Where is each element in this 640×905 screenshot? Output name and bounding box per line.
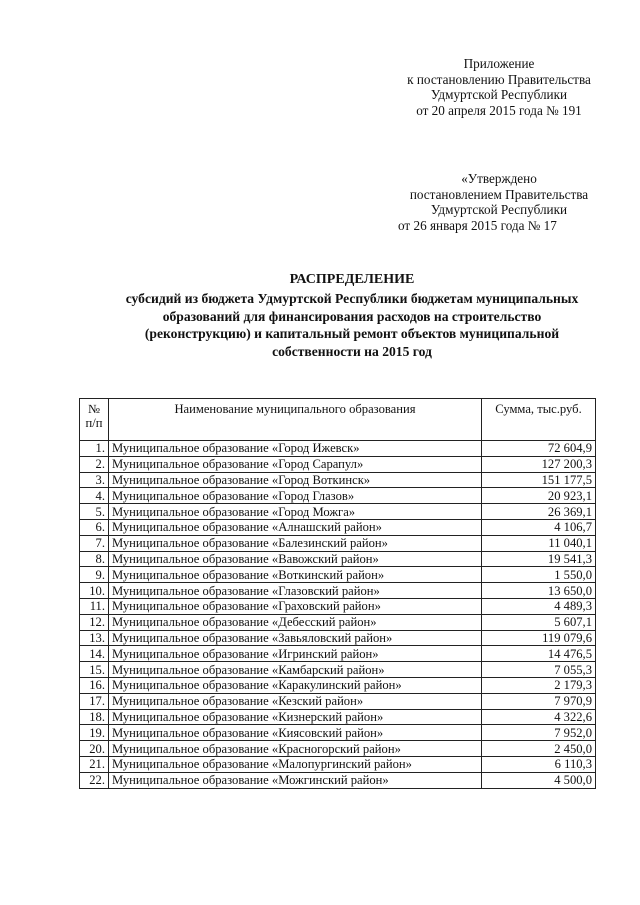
title-line: собственности на 2015 год bbox=[272, 344, 432, 360]
row-number: 1. bbox=[80, 441, 109, 457]
table-row bbox=[80, 456, 596, 472]
row-municipality: Муниципальное образование «Завьяловский район» bbox=[109, 630, 482, 646]
row-amount: 7 055,3 bbox=[482, 662, 596, 678]
table-row bbox=[80, 472, 596, 488]
approved-line: Удмуртской Республики bbox=[430, 202, 568, 218]
row-number: 15. bbox=[80, 662, 109, 678]
row-municipality: Муниципальное образование «Игринский район» bbox=[109, 646, 482, 662]
row-number: 12. bbox=[80, 614, 109, 630]
row-municipality: Муниципальное образование «Можгинский район» bbox=[109, 772, 482, 788]
row-municipality: Муниципальное образование «Малопургинский район» bbox=[109, 756, 482, 772]
row-number: 7. bbox=[80, 535, 109, 551]
row-amount: 119 079,6 bbox=[482, 630, 596, 646]
row-municipality: Муниципальное образование «Глазовский район» bbox=[109, 583, 482, 599]
header-num-line1: № bbox=[87, 402, 101, 416]
row-amount: 26 369,1 bbox=[482, 504, 596, 520]
header-num bbox=[80, 399, 109, 441]
row-number: 18. bbox=[80, 709, 109, 725]
row-amount: 19 541,3 bbox=[482, 551, 596, 567]
row-number: 14. bbox=[80, 646, 109, 662]
table-row bbox=[80, 567, 596, 583]
row-municipality: Муниципальное образование «Дебесский район» bbox=[109, 614, 482, 630]
row-amount: 2 450,0 bbox=[482, 741, 596, 757]
row-number: 3. bbox=[80, 472, 109, 488]
row-amount: 14 476,5 bbox=[482, 646, 596, 662]
row-number: 13. bbox=[80, 630, 109, 646]
appendix-line: к постановлению Правительства bbox=[407, 71, 591, 87]
table-row bbox=[80, 772, 596, 788]
table-row bbox=[80, 598, 596, 614]
table-row bbox=[80, 504, 596, 520]
row-number: 19. bbox=[80, 725, 109, 741]
header-sum: Сумма, тыс.руб. bbox=[482, 399, 596, 441]
row-number: 6. bbox=[80, 519, 109, 535]
table-row bbox=[80, 646, 596, 662]
row-amount: 7 970,9 bbox=[482, 693, 596, 709]
header-name: Наименование муниципального образования bbox=[109, 399, 482, 441]
row-amount: 11 040,1 bbox=[482, 535, 596, 551]
title-heading: РАСПРЕДЕЛЕНИЕ bbox=[289, 272, 415, 287]
row-number: 9. bbox=[80, 567, 109, 583]
row-amount: 13 650,0 bbox=[482, 583, 596, 599]
table-row bbox=[80, 614, 596, 630]
table-row bbox=[80, 756, 596, 772]
approved-line: «Утверждено bbox=[461, 171, 537, 186]
row-municipality: Муниципальное образование «Алнашский район» bbox=[109, 519, 482, 535]
table-body bbox=[80, 441, 596, 789]
row-amount: 2 179,3 bbox=[482, 677, 596, 693]
appendix-line: Удмуртской Республики bbox=[430, 87, 568, 103]
row-municipality: Муниципальное образование «Город Сарапул» bbox=[109, 456, 482, 472]
row-number: 17. bbox=[80, 693, 109, 709]
table-row bbox=[80, 535, 596, 551]
table-row bbox=[80, 741, 596, 757]
row-municipality: Муниципальное образование «Кизнерский район» bbox=[109, 709, 482, 725]
appendix-line: Приложение bbox=[463, 56, 535, 71]
approved-line: постановлением Правительства bbox=[409, 186, 589, 202]
row-amount: 20 923,1 bbox=[482, 488, 596, 504]
row-municipality: Муниципальное образование «Город Глазов» bbox=[109, 488, 482, 504]
row-number: 16. bbox=[80, 677, 109, 693]
row-amount: 7 952,0 bbox=[482, 725, 596, 741]
document-title bbox=[92, 271, 612, 361]
approved-line: от 26 января 2015 года № 17 bbox=[398, 217, 557, 233]
title-line: (реконструкцию) и капитальный ремонт объектов муниципальной bbox=[144, 326, 560, 342]
header-num-line2: п/п bbox=[85, 416, 103, 430]
row-municipality: Муниципальное образование «Кезский район» bbox=[109, 693, 482, 709]
row-amount: 1 550,0 bbox=[482, 567, 596, 583]
row-municipality: Муниципальное образование «Киясовский район» bbox=[109, 725, 482, 741]
row-amount: 4 106,7 bbox=[482, 519, 596, 535]
row-municipality: Муниципальное образование «Каракулинский район» bbox=[109, 677, 482, 693]
row-amount: 72 604,9 bbox=[482, 441, 596, 457]
row-number: 8. bbox=[80, 551, 109, 567]
table-row bbox=[80, 677, 596, 693]
approved-block bbox=[384, 171, 614, 233]
row-amount: 127 200,3 bbox=[482, 456, 596, 472]
table-header-row bbox=[80, 399, 596, 441]
row-number: 11. bbox=[80, 598, 109, 614]
row-amount: 151 177,5 bbox=[482, 472, 596, 488]
table-row bbox=[80, 488, 596, 504]
row-municipality: Муниципальное образование «Граховский район» bbox=[109, 598, 482, 614]
table-row bbox=[80, 662, 596, 678]
row-amount: 4 489,3 bbox=[482, 598, 596, 614]
row-number: 4. bbox=[80, 488, 109, 504]
table-row bbox=[80, 693, 596, 709]
row-municipality: Муниципальное образование «Вавожский район» bbox=[109, 551, 482, 567]
row-amount: 5 607,1 bbox=[482, 614, 596, 630]
row-municipality: Муниципальное образование «Воткинский район» bbox=[109, 567, 482, 583]
table-row bbox=[80, 583, 596, 599]
row-number: 21. bbox=[80, 756, 109, 772]
table-row bbox=[80, 519, 596, 535]
table-row bbox=[80, 725, 596, 741]
appendix-line: от 20 апреля 2015 года № 191 bbox=[416, 102, 582, 118]
table-row bbox=[80, 630, 596, 646]
row-amount: 4 500,0 bbox=[482, 772, 596, 788]
table-row bbox=[80, 709, 596, 725]
row-municipality: Муниципальное образование «Камбарский район» bbox=[109, 662, 482, 678]
title-line: субсидий из бюджета Удмуртской Республики бюджетам муниципальных bbox=[125, 290, 579, 306]
distribution-table bbox=[79, 398, 596, 789]
table-row bbox=[80, 441, 596, 457]
row-amount: 6 110,3 bbox=[482, 756, 596, 772]
row-amount: 4 322,6 bbox=[482, 709, 596, 725]
row-municipality: Муниципальное образование «Балезинский район» bbox=[109, 535, 482, 551]
row-municipality: Муниципальное образование «Город Воткинск» bbox=[109, 472, 482, 488]
row-number: 5. bbox=[80, 504, 109, 520]
title-line: образований для финансирования расходов на строительство bbox=[162, 308, 542, 324]
row-number: 2. bbox=[80, 456, 109, 472]
row-number: 22. bbox=[80, 772, 109, 788]
row-number: 10. bbox=[80, 583, 109, 599]
row-municipality: Муниципальное образование «Красногорский район» bbox=[109, 741, 482, 757]
row-municipality: Муниципальное образование «Город Ижевск» bbox=[109, 441, 482, 457]
table-row bbox=[80, 551, 596, 567]
row-municipality: Муниципальное образование «Город Можга» bbox=[109, 504, 482, 520]
appendix-block bbox=[384, 56, 614, 118]
row-number: 20. bbox=[80, 741, 109, 757]
